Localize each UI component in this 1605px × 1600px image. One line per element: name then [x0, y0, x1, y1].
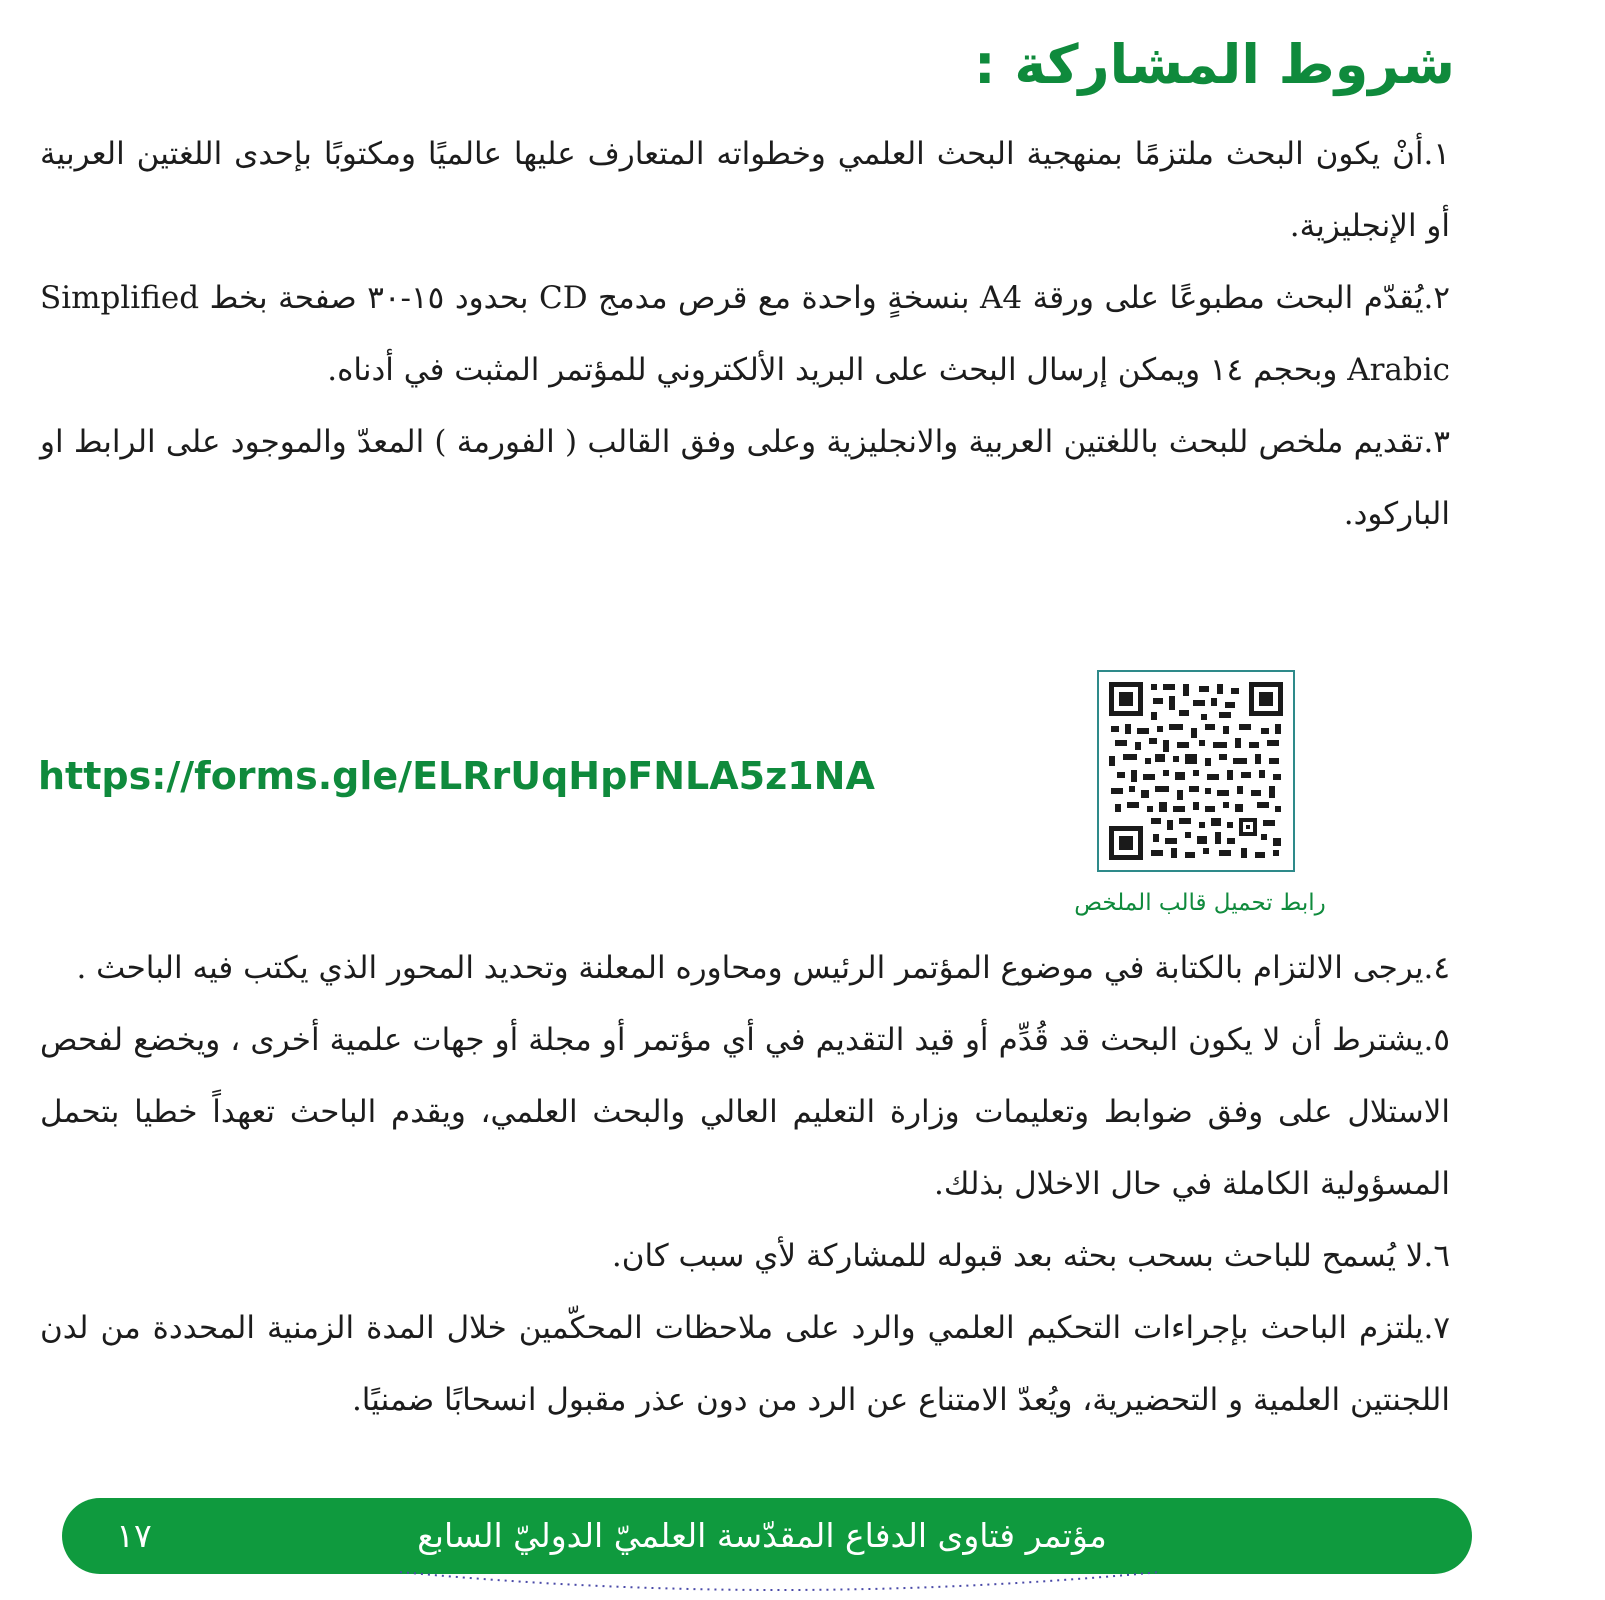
rule-number: ٣.	[1423, 424, 1450, 460]
rule-number: ٥.	[1423, 1022, 1450, 1058]
rule-text: يرجى الالتزام بالكتابة في موضوع المؤتمر الرئيس ومحاوره المعلنة وتحديد المحور الذي يكتب فيه الباحث .	[76, 950, 1424, 986]
rule-item	[40, 262, 1450, 406]
qr-caption: رابط تحميل قالب الملخص	[1074, 890, 1326, 916]
rule-item	[40, 932, 1450, 1004]
rule-text: تقديم ملخص للبحث باللغتين العربية والانجليزية وعلى وفق القالب ( الفورمة ) المعدّ والموجود على الرابط او الباركود.	[40, 424, 1450, 532]
page-number: ١٧	[116, 1516, 152, 1555]
decorative-dotted-arc	[380, 1568, 1180, 1600]
summary-form-link[interactable]: https://forms.gle/ELRrUqHpFNLA5z1NA	[38, 754, 875, 798]
rule-item	[40, 1220, 1450, 1292]
rule-text: لا يُسمح للباحث بسحب بحثه بعد قبوله للمشاركة لأي سبب كان.	[611, 1238, 1424, 1274]
rule-item	[40, 1292, 1450, 1436]
rule-text: يلتزم الباحث بإجراءات التحكيم العلمي والرد على ملاحظات المحكّمين خلال المدة الزمنية المحددة من لدن اللجنتين العلمية و التحضيرية، ويُعدّ الامتناع عن الرد من دون عذر مقبول انسحابًا ضمنيًا.	[40, 1310, 1450, 1418]
rule-number: ٦.	[1423, 1238, 1450, 1274]
qr-code-graphic	[1107, 680, 1285, 862]
rule-number: ٤.	[1423, 950, 1450, 986]
rules-list-bottom	[40, 932, 1450, 1436]
rule-number: ٢.	[1423, 280, 1450, 316]
rule-text: أنْ يكون البحث ملتزمًا بمنهجية البحث العلمي وخطواته المتعارف عليها عالميًا ومكتوبًا بإحدى اللغتين العربية أو الإنجليزية.	[40, 136, 1450, 244]
rule-item	[40, 118, 1450, 262]
rule-item	[40, 1004, 1450, 1220]
rules-list-top	[40, 118, 1450, 550]
rule-text: يُقدّم البحث مطبوعًا على ورقة A4 بنسخةٍ واحدة مع قرص مدمج CD بحدود ١٥-٣٠ صفحة بخط Simplified Arabic وبحجم ١٤ ويمكن إرسال البحث على البريد الألكتروني للمؤتمر المثبت في أدناه.	[40, 280, 1450, 388]
rule-number: ٧.	[1423, 1310, 1450, 1346]
rule-text: يشترط أن لا يكون البحث قد قُدِّم أو قيد التقديم في أي مؤتمر أو مجلة أو جهات علمية أخرى ، ويخضع لفحص الاستلال على وفق ضوابط وتعليمات وزارة التعليم العالي والبحث العلمي، ويقدم الباحث تعهداً خطيا بتحمل المسؤولية الكاملة في حال الاخلال بذلك.	[40, 1022, 1450, 1202]
page-title: شروط المشاركة :	[974, 33, 1455, 96]
qr-code[interactable]	[1097, 670, 1295, 872]
footer-bar	[62, 1498, 1472, 1574]
rule-item	[40, 406, 1450, 550]
rule-number: ١.	[1423, 136, 1450, 172]
footer-title: مؤتمر فتاوى الدفاع المقدّسة العلميّ الدوليّ السابع	[417, 1516, 1107, 1555]
